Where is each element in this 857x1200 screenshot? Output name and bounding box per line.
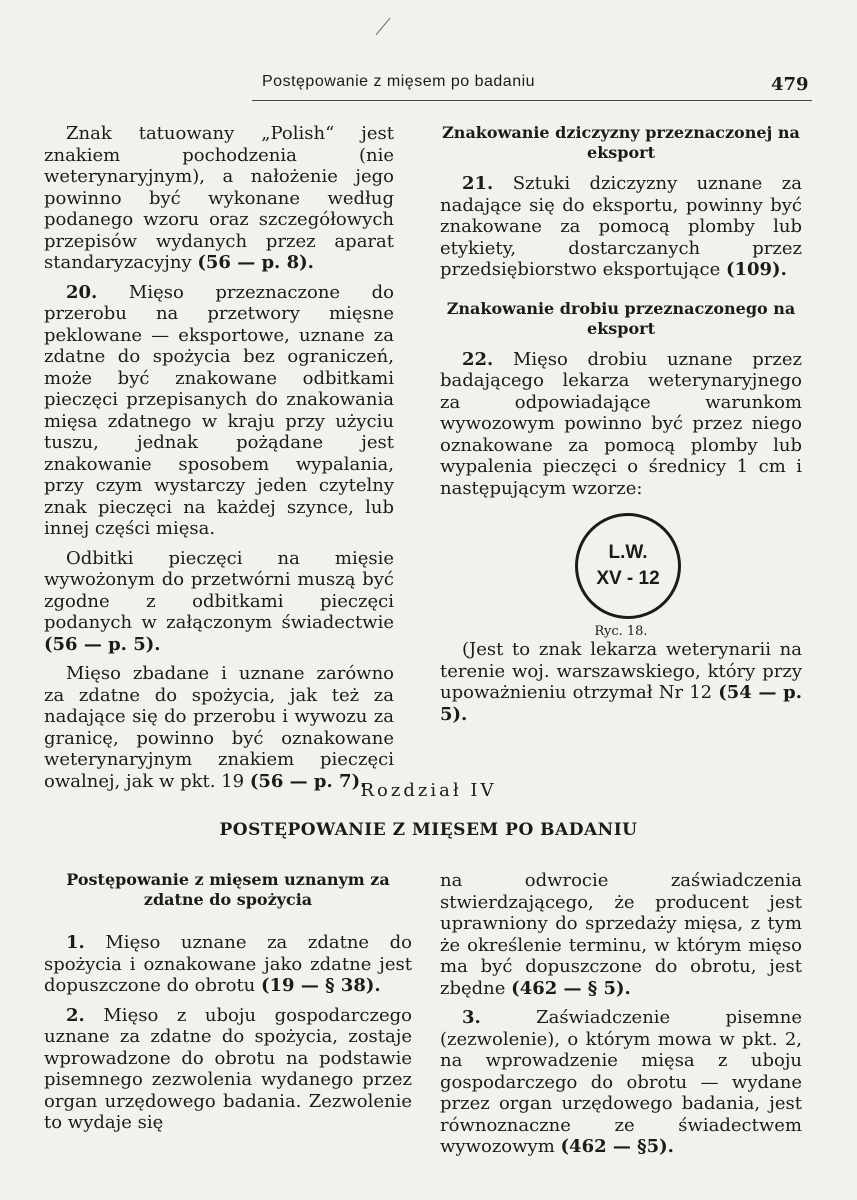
paragraph-21 <box>440 173 802 281</box>
figure-caption: Ryc. 18. <box>594 624 648 639</box>
paragraph-number: 1. <box>66 932 85 953</box>
reference: (54 — p. 5). <box>440 682 802 725</box>
paragraph-text: Zaświadczenie pisemne (zezwolenie), o którym mowa w pkt. 2, na wprowadzenie mięsa z uboju gospodarczego do obrotu — wydane przez organ urzędowego badania, jest równoznaczne ze świadectwem wywozowym <box>440 1007 802 1157</box>
paragraph-number: 2. <box>66 1004 85 1026</box>
left-column-bottom <box>44 870 412 1142</box>
paragraph-number: 22. <box>462 348 494 370</box>
chapter-title: POSTĘPOWANIE Z MIĘSEM PO BADANIU <box>219 820 638 840</box>
paragraph-text: Mięso z uboju gospodarczego uznane za zdatne do spożycia, zostaje wprowadzone do obrotu na podstawie pisemnego zezwolenia wydanego przez organ urzędowego badania. Zezwolenie to wydaje się <box>44 1004 412 1133</box>
running-title: Postępowanie z mięsem po badaniu <box>262 73 536 90</box>
paragraph-text: na odwrocie zaświadczenia stwierdzającego, że producent jest uprawniony do sprzedaży mięsa, z tym że określenie terminu, w którym mięso ma być dopuszczone do obrotu, jest zbędne <box>440 870 802 999</box>
paragraph-text: Znak tatuowany „Polish“ jest znakiem pochodzenia (nie weterynaryjnym), a nałożenie jego powinno być wykonane według podanego wzoru oraz szczegółowych przepisów wydanych przez aparat standaryzacyjny <box>44 123 394 273</box>
reference: (109). <box>725 259 787 280</box>
section-heading-fit-meat: Postępowanie z mięsem uznanym za zdatne do spożycia <box>66 870 390 909</box>
left-column-top <box>44 123 394 800</box>
page-number: 479 <box>771 74 809 95</box>
scan-mark <box>376 18 391 35</box>
paragraph-text: Mięso drobiu uznane przez badającego lekarza weterynaryjnego za odpowiadające warunkom wywozowym powinno być przez niego oznakowane za pomocą plomby lub wypalenia pieczęci o średnicy 1 cm i następującym wzorze: <box>440 348 802 499</box>
paragraph-3 <box>440 1007 802 1158</box>
section-heading-poultry: Znakowanie drobiu przeznaczonego na eksport <box>446 298 796 338</box>
right-column-bottom <box>440 870 802 1166</box>
paragraph-text: (Jest to znak lekarza weterynarii na terenie woj. warszawskiego, który przy upoważnieniu otrzymał Nr 12 <box>440 639 802 703</box>
reference: (462 — § 5). <box>511 977 631 999</box>
stamp-figure <box>575 513 681 619</box>
paragraph-number: 21. <box>462 173 494 194</box>
paragraph-1 <box>44 932 412 997</box>
stamp-line-1: L.W. <box>608 542 648 563</box>
paragraph-22 <box>440 349 802 500</box>
paragraph-20 <box>44 282 394 540</box>
paragraph-2-continued <box>440 870 802 999</box>
paragraph-vet-note <box>440 639 802 725</box>
reference: (56 — p. 7). <box>249 770 367 792</box>
reference: (19 — § 38). <box>261 975 381 996</box>
reference: (56 — p. 8). <box>197 252 314 273</box>
paragraph-text: Odbitki pieczęci na mięsie wywożonym do przetwórni muszą być zgodne z odbitkami pieczęci podanych w załączonym świadectwie <box>44 547 394 633</box>
paragraph-oval-stamp <box>44 663 394 792</box>
paragraph-text: Mięso zbadane i uznane zarówno za zdatne do spożycia, jak też za nadające się do przerobu i wywozu za granicę, powinno być oznakowane weterynaryjnym znakiem pieczęci owalnej, jak w pkt. 19 <box>44 663 394 792</box>
reference: (56 — p. 5). <box>44 633 161 655</box>
header-rule <box>252 100 812 101</box>
reference: (462 — §5). <box>560 1136 674 1157</box>
stamp-line-2: XV - 12 <box>596 568 660 589</box>
right-column-top <box>440 123 802 733</box>
paragraph-number: 3. <box>462 1007 481 1028</box>
paragraph-text: Sztuki dziczyzny uznane za nadające się do eksportu, powinny być znakowane za pomocą plomby lub etykiety, dostarczanych przez przedsiębiorstwo eksportujące <box>440 173 802 280</box>
paragraph-2 <box>44 1005 412 1134</box>
paragraph-text: Mięso przeznaczone do przerobu na przetwory mięsne peklowane — eksportowe, uznane za zdatne do spożycia bez ograniczeń, może być znakowane odbitkami pieczęci przepisanych do znakowania mięsa zdatnego w kraju przy użyciu tuszu, jednak pożądane jest znakowanie sposobem wypalania, przy czym wystarczy jeden czytelny znak pieczęci na każdej szynce, lub innej części mięsa. <box>44 281 394 539</box>
paragraph-number: 20. <box>66 281 98 303</box>
section-heading-game: Znakowanie dziczyzny przeznaczonej na eksport <box>442 123 800 162</box>
figure-18 <box>440 507 802 639</box>
chapter-label: Rozdział IV <box>360 780 497 801</box>
paragraph-stamp-imprints <box>44 548 394 656</box>
paragraph-polish-tattoo <box>44 123 394 274</box>
paragraph-text: Mięso uznane za zdatne do spożycia i oznakowane jako zdatne jest dopuszczone do obrotu <box>44 932 412 996</box>
